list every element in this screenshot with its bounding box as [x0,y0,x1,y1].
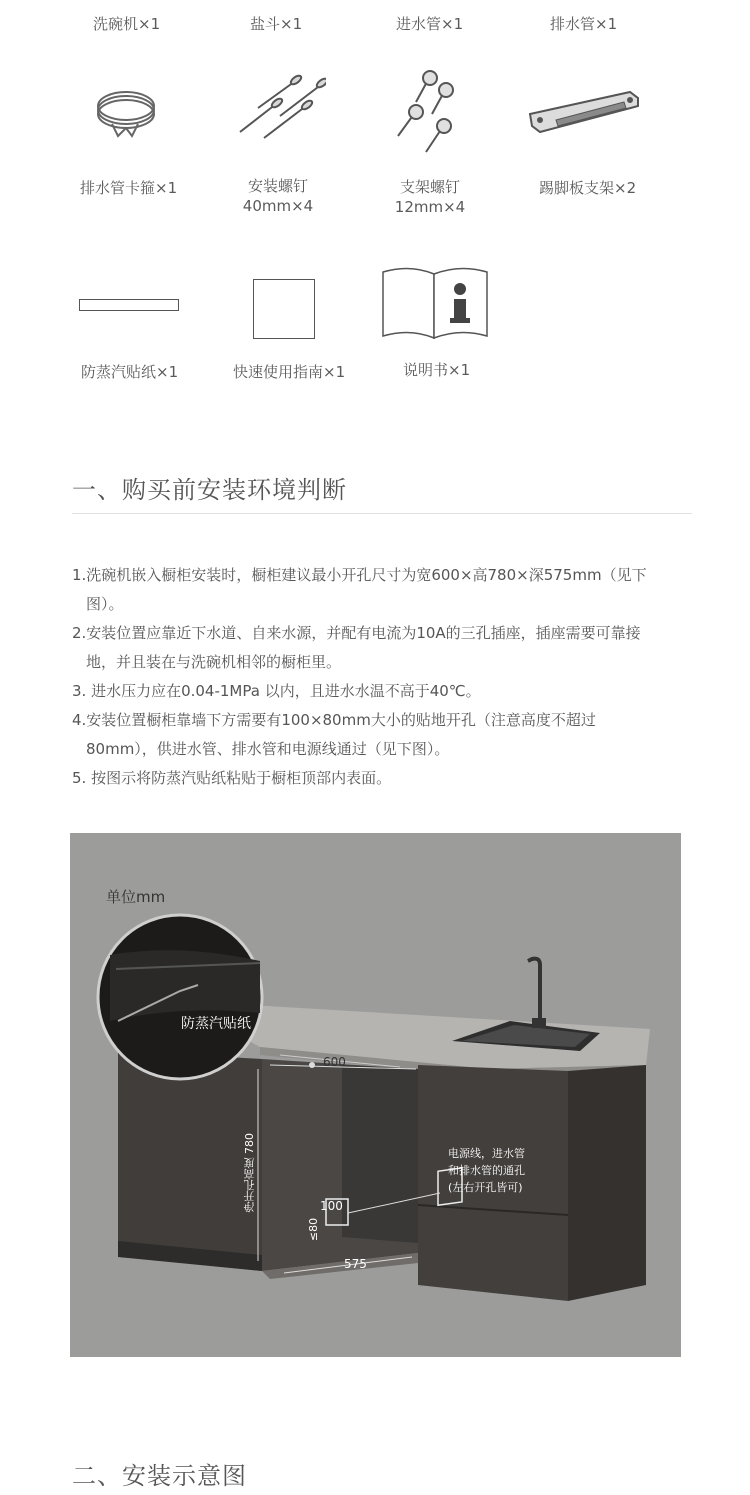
steam-sticker-icon [79,299,179,311]
requirement-line: 2.安装位置应靠近下水道、自来水源，并配有电流为10A的三孔插座，插座需要可靠接 [72,624,641,642]
hole-note-line: 电源线，进水管 [448,1147,525,1160]
requirement-line-cont: 地，并且装在与洗碗机相邻的橱柜里。 [86,653,342,671]
unit-label: 单位mm [106,888,166,906]
hole-note [448,1145,525,1196]
acc-screw-12-name: 支架螺钉 [399,178,460,196]
hose-clamp-icon [92,80,162,140]
acc-manual-label: 说明书×1 [403,361,471,379]
requirement-item [72,561,692,619]
requirement-line-cont: 80mm），供进水管、排水管和电源线通过（见下图）。 [86,740,450,758]
hole-note-line: (左右开孔皆可) [448,1181,523,1194]
requirements-list [72,561,692,793]
requirement-item [72,706,692,764]
acc-kickboard-label: 踢脚板支架×2 [539,179,637,197]
screw-40mm-icon [236,74,326,140]
acc-inlet-hose-label: 进水管×1 [396,15,464,33]
requirement-line: 3. 进水压力应在0.04-1MPa 以内，且进水水温不高于40℃。 [72,682,481,700]
sticker-callout-label: 防蒸汽贴纸 [181,1016,251,1032]
acc-screw-40-size: 40mm×4 [242,197,314,215]
section-1-divider [72,513,692,514]
requirement-item [72,764,692,793]
screw-12mm-icon [390,70,470,156]
acc-screw-12-size: 12mm×4 [394,198,466,216]
acc-hose-clamp-label: 排水管卡箍×1 [80,179,178,197]
hole-height-label: ≤80 [307,1217,321,1242]
kickboard-bracket-icon [526,86,642,138]
cabinet-illustration [70,833,681,1357]
width-dimension-label: 600 [323,1055,346,1069]
acc-steam-sticker-label: 防蒸汽贴纸×1 [81,363,179,381]
requirement-item [72,677,692,706]
height-dimension-caption: 净开孔高度 [243,1157,256,1213]
acc-drain-hose-label: 排水管×1 [550,15,618,33]
acc-screw-40-label [240,176,316,216]
acc-quick-guide-label: 快速使用指南×1 [233,363,346,381]
height-dimension-text [242,1133,258,1213]
section-1-title: 一、购买前安装环境判断 [72,476,347,504]
manual-book-icon [380,264,490,340]
hole-note-line: 和排水管的通孔 [448,1164,525,1177]
acc-screw-12-label [392,177,468,217]
acc-dishwasher-label: 洗碗机×1 [93,15,161,33]
acc-salt-funnel-label: 盐斗×1 [250,15,303,33]
hole-width-label: 100 [320,1199,343,1213]
requirement-line: 4.安装位置橱柜靠墙下方需要有100×80mm大小的贴地开孔（注意高度不超过 [72,711,596,729]
quick-guide-icon [253,279,315,339]
requirement-item [72,619,692,677]
installation-diagram [70,833,681,1357]
acc-screw-40-name: 安装螺钉 [247,177,308,195]
depth-dimension-label: 575 [344,1257,367,1271]
height-dimension-value: 780 [243,1133,256,1154]
requirement-line-cont: 图）。 [86,595,124,613]
requirement-line: 1.洗碗机嵌入橱柜安装时，橱柜建议最小开孔尺寸为宽600×高780×深575mm（见下 [72,566,647,584]
section-2-title: 二、安装示意图 [72,1462,247,1490]
requirement-line: 5. 按图示将防蒸汽贴纸粘贴于橱柜顶部内表面。 [72,769,392,787]
